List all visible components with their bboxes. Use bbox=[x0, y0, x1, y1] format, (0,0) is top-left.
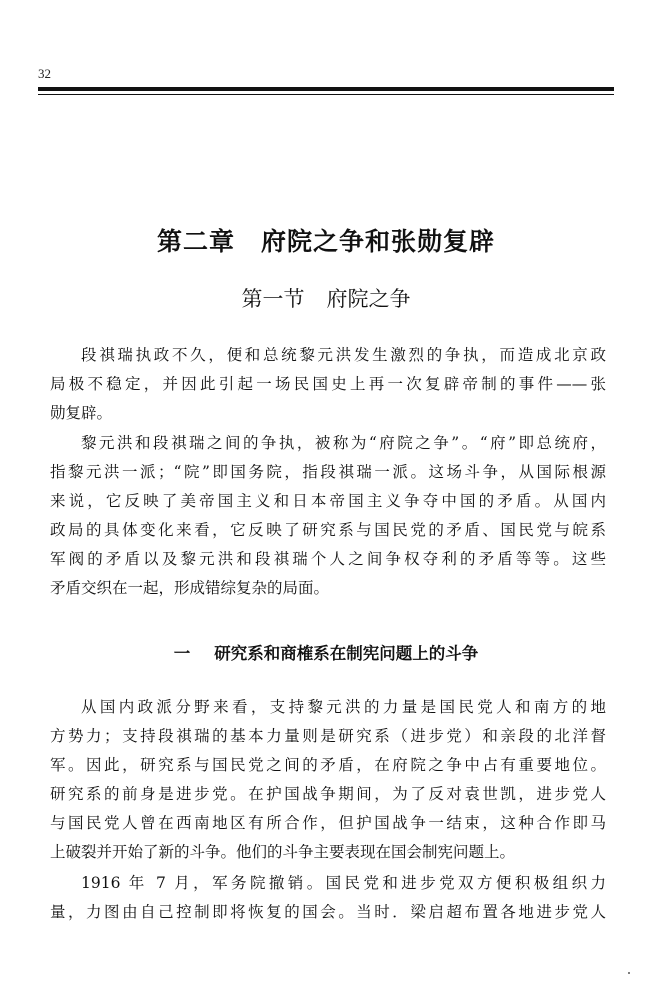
section-number: 第一节 bbox=[241, 287, 305, 311]
subsection-number: 一 bbox=[173, 644, 191, 663]
paragraph-4 bbox=[50, 869, 606, 927]
section-title bbox=[0, 283, 652, 313]
header-rule-thick bbox=[38, 87, 614, 91]
text-line: 段祺瑞执政不久，便和总统黎元洪发生激烈的争执，而造成北京政 bbox=[81, 346, 606, 364]
text-line: 黎元洪和段祺瑞之间的争执，被称为“府院之争”。“府”即总统府， bbox=[81, 434, 606, 452]
paragraph-2 bbox=[50, 429, 606, 603]
page-number: 32 bbox=[38, 66, 51, 81]
section-name: 府院之争 bbox=[326, 287, 411, 311]
paragraph-3 bbox=[50, 693, 606, 867]
chapter-number: 第二章 bbox=[156, 227, 235, 256]
text-line: 1916 年 7 月，军务院撤销。国民党和进步党双方便积极组织力 bbox=[81, 874, 606, 892]
text-line: 指黎元洪一派；“院”即国务院，指段祺瑞一派。这场斗争，从国际根源 bbox=[50, 463, 606, 481]
text-line: 从国内政派分野来看，支持黎元洪的力量是国民党人和南方的地 bbox=[81, 698, 606, 716]
chapter-name: 府院之争和张勋复辟 bbox=[261, 227, 496, 256]
text-line: 与国民党人曾在西南地区有所合作，但护国战争一结束，这种合作即马 bbox=[50, 814, 606, 832]
text-line: 方势力；支持段祺瑞的基本力量则是研究系（进步党）和亲段的北洋督 bbox=[50, 727, 606, 745]
header-rule-thin bbox=[38, 94, 614, 95]
text-line: 矛盾交织在一起，形成错综复杂的局面。 bbox=[50, 579, 330, 597]
subsection-title bbox=[0, 640, 652, 664]
text-line: 量，力图由自己控制即将恢复的国会。当时．梁启超布置各地进步党人 bbox=[50, 903, 606, 921]
paragraph-1 bbox=[50, 341, 606, 428]
text-line: 政局的具体变化来看，它反映了研究系与国民党的矛盾、国民党与皖系 bbox=[50, 521, 606, 539]
scan-speck bbox=[628, 972, 630, 974]
text-line: 军阀的矛盾以及黎元洪和段祺瑞个人之间争权夺利的矛盾等等。这些 bbox=[50, 550, 606, 568]
text-line: 局极不稳定，并因此引起一场民国史上再一次复辟帝制的事件——张 bbox=[50, 375, 606, 393]
subsection-name: 研究系和商榷系在制宪问题上的斗争 bbox=[214, 644, 479, 663]
text-line: 勋复辟。 bbox=[50, 404, 113, 422]
text-line: 军。因此，研究系与国民党之间的矛盾，在府院之争中占有重要地位。 bbox=[50, 756, 606, 774]
text-line: 来说，它反映了美帝国主义和日本帝国主义争夺中国的矛盾。从国内 bbox=[50, 492, 606, 510]
text-line: 上破裂并开始了新的斗争。他们的斗争主要表现在国会制宪问题上。 bbox=[50, 843, 516, 861]
chapter-title bbox=[0, 222, 652, 258]
text-line: 研究系的前身是进步党。在护国战争期间，为了反对袁世凯，进步党人 bbox=[50, 785, 606, 803]
